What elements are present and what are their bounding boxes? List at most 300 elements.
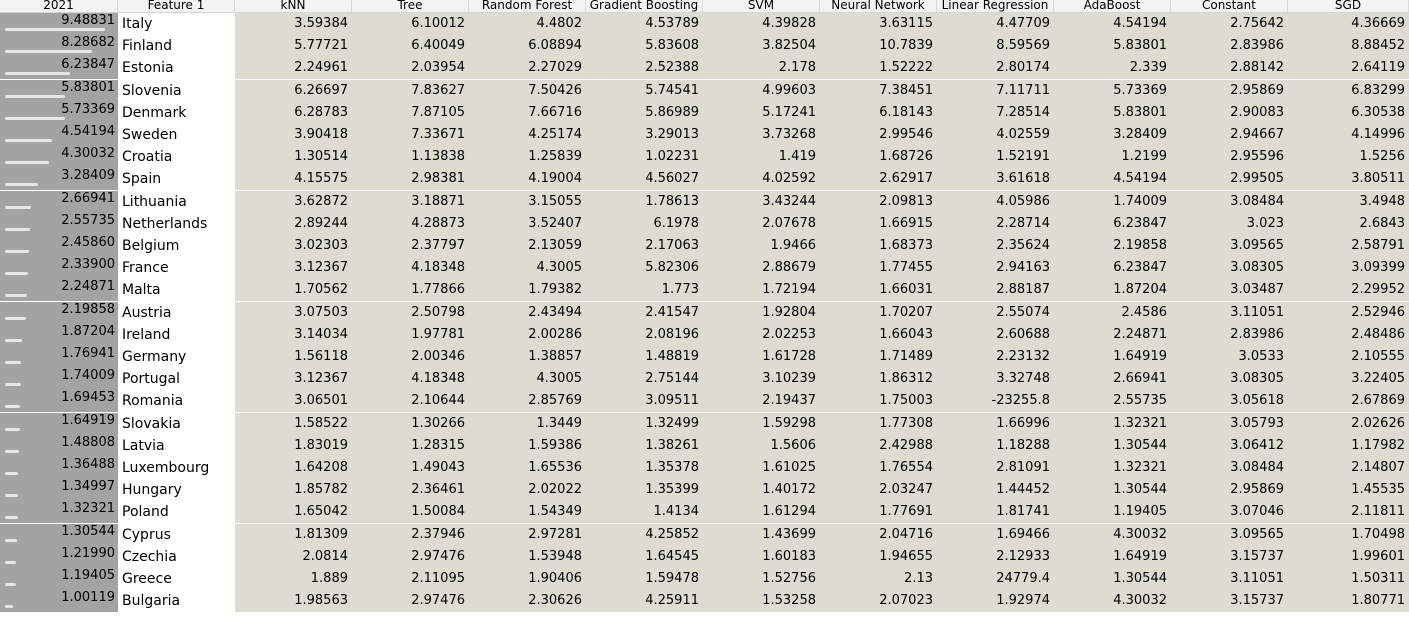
- cell-adaboost[interactable]: 6.23847: [1054, 257, 1171, 279]
- cell-svm[interactable]: 1.40172: [703, 479, 820, 501]
- table-row[interactable]: [0, 435, 1409, 457]
- cell-neural-network[interactable]: 2.62917: [820, 168, 937, 190]
- cell-neural-network[interactable]: 1.66031: [820, 279, 937, 301]
- cell-feature[interactable]: France: [118, 257, 235, 279]
- cell-constant[interactable]: 3.08305: [1171, 257, 1288, 279]
- table-row[interactable]: [0, 390, 1409, 412]
- cell-random-forest[interactable]: 4.3005: [469, 368, 586, 390]
- cell-tree[interactable]: 2.37946: [352, 524, 469, 546]
- cell-linear-regression[interactable]: 7.11711: [937, 80, 1054, 102]
- cell-gradient-boosting[interactable]: 4.56027: [586, 168, 703, 190]
- cell-svm[interactable]: 1.59298: [703, 413, 820, 435]
- cell-svm[interactable]: 1.61294: [703, 501, 820, 523]
- cell-linear-regression[interactable]: 2.28714: [937, 213, 1054, 235]
- cell-2021[interactable]: [0, 102, 118, 124]
- cell-tree[interactable]: 6.10012: [352, 13, 469, 35]
- table-row[interactable]: [0, 235, 1409, 257]
- cell-tree[interactable]: 2.36461: [352, 479, 469, 501]
- cell-random-forest[interactable]: 7.66716: [469, 102, 586, 124]
- cell-gradient-boosting[interactable]: 1.64545: [586, 546, 703, 568]
- cell-sgd[interactable]: 1.70498: [1288, 524, 1409, 546]
- table-row[interactable]: [0, 168, 1409, 190]
- cell-random-forest[interactable]: 1.79382: [469, 279, 586, 301]
- cell-tree[interactable]: 1.13838: [352, 146, 469, 168]
- column-header-constant[interactable]: Constant: [1171, 0, 1288, 12]
- cell-svm[interactable]: 2.02253: [703, 324, 820, 346]
- cell-neural-network[interactable]: 2.42988: [820, 435, 937, 457]
- cell-sgd[interactable]: 2.64119: [1288, 57, 1409, 79]
- cell-feature[interactable]: Cyprus: [118, 524, 235, 546]
- cell-neural-network[interactable]: 1.77691: [820, 501, 937, 523]
- cell-2021[interactable]: [0, 546, 118, 568]
- cell-adaboost[interactable]: 4.54194: [1054, 13, 1171, 35]
- cell-constant[interactable]: 3.15737: [1171, 590, 1288, 612]
- cell-tree[interactable]: 7.83627: [352, 80, 469, 102]
- cell-linear-regression[interactable]: 2.80174: [937, 57, 1054, 79]
- column-header-svm[interactable]: SVM: [703, 0, 820, 12]
- cell-knn[interactable]: 1.65042: [235, 501, 352, 523]
- cell-sgd[interactable]: 1.17982: [1288, 435, 1409, 457]
- cell-linear-regression[interactable]: 2.94163: [937, 257, 1054, 279]
- cell-gradient-boosting[interactable]: 2.17063: [586, 235, 703, 257]
- cell-linear-regression[interactable]: 4.02559: [937, 124, 1054, 146]
- cell-constant[interactable]: 3.08484: [1171, 457, 1288, 479]
- cell-knn[interactable]: 1.30514: [235, 146, 352, 168]
- cell-svm[interactable]: 1.43699: [703, 524, 820, 546]
- cell-tree[interactable]: 2.00346: [352, 346, 469, 368]
- cell-random-forest[interactable]: 2.02022: [469, 479, 586, 501]
- table-row[interactable]: [0, 568, 1409, 590]
- cell-gradient-boosting[interactable]: 5.83608: [586, 35, 703, 57]
- cell-neural-network[interactable]: 1.77308: [820, 413, 937, 435]
- cell-2021[interactable]: [0, 390, 118, 412]
- cell-adaboost[interactable]: 2.66941: [1054, 368, 1171, 390]
- cell-gradient-boosting[interactable]: 2.75144: [586, 368, 703, 390]
- cell-2021[interactable]: [0, 257, 118, 279]
- cell-adaboost[interactable]: 1.74009: [1054, 191, 1171, 213]
- cell-linear-regression[interactable]: 3.61618: [937, 168, 1054, 190]
- cell-constant[interactable]: 3.11051: [1171, 302, 1288, 324]
- cell-sgd[interactable]: 6.83299: [1288, 80, 1409, 102]
- cell-svm[interactable]: 1.9466: [703, 235, 820, 257]
- cell-sgd[interactable]: 2.02626: [1288, 413, 1409, 435]
- cell-neural-network[interactable]: 2.03247: [820, 479, 937, 501]
- cell-linear-regression[interactable]: 2.88187: [937, 279, 1054, 301]
- cell-sgd[interactable]: 2.48486: [1288, 324, 1409, 346]
- cell-random-forest[interactable]: 2.00286: [469, 324, 586, 346]
- cell-svm[interactable]: 3.10239: [703, 368, 820, 390]
- cell-feature[interactable]: Slovenia: [118, 80, 235, 102]
- cell-2021[interactable]: [0, 324, 118, 346]
- cell-constant[interactable]: 3.05618: [1171, 390, 1288, 412]
- cell-sgd[interactable]: 2.58791: [1288, 235, 1409, 257]
- cell-gradient-boosting[interactable]: 5.82306: [586, 257, 703, 279]
- cell-svm[interactable]: 4.99603: [703, 80, 820, 102]
- cell-2021[interactable]: [0, 590, 118, 612]
- cell-gradient-boosting[interactable]: 1.32499: [586, 413, 703, 435]
- cell-svm[interactable]: 2.07678: [703, 213, 820, 235]
- cell-svm[interactable]: 1.61728: [703, 346, 820, 368]
- cell-adaboost[interactable]: 1.19405: [1054, 501, 1171, 523]
- cell-adaboost[interactable]: 5.83801: [1054, 102, 1171, 124]
- cell-neural-network[interactable]: 1.68373: [820, 235, 937, 257]
- cell-2021[interactable]: [0, 457, 118, 479]
- cell-knn[interactable]: 2.89244: [235, 213, 352, 235]
- cell-gradient-boosting[interactable]: 1.35399: [586, 479, 703, 501]
- cell-knn[interactable]: 3.59384: [235, 13, 352, 35]
- cell-knn[interactable]: 3.14034: [235, 324, 352, 346]
- cell-feature[interactable]: Lithuania: [118, 191, 235, 213]
- table-row[interactable]: [0, 413, 1409, 435]
- cell-random-forest[interactable]: 4.19004: [469, 168, 586, 190]
- cell-constant[interactable]: 2.83986: [1171, 324, 1288, 346]
- cell-svm[interactable]: 3.43244: [703, 191, 820, 213]
- column-header-neural-network[interactable]: Neural Network: [820, 0, 937, 12]
- cell-neural-network[interactable]: 3.63115: [820, 13, 937, 35]
- cell-feature[interactable]: Sweden: [118, 124, 235, 146]
- cell-constant[interactable]: 2.95869: [1171, 479, 1288, 501]
- cell-adaboost[interactable]: 5.73369: [1054, 80, 1171, 102]
- cell-adaboost[interactable]: 3.28409: [1054, 124, 1171, 146]
- cell-linear-regression[interactable]: 2.12933: [937, 546, 1054, 568]
- cell-sgd[interactable]: 2.6843: [1288, 213, 1409, 235]
- cell-constant[interactable]: 3.07046: [1171, 501, 1288, 523]
- table-row[interactable]: [0, 524, 1409, 546]
- cell-feature[interactable]: Finland: [118, 35, 235, 57]
- cell-2021[interactable]: [0, 435, 118, 457]
- cell-gradient-boosting[interactable]: 4.25911: [586, 590, 703, 612]
- cell-linear-regression[interactable]: 1.69466: [937, 524, 1054, 546]
- cell-feature[interactable]: Austria: [118, 302, 235, 324]
- cell-tree[interactable]: 2.37797: [352, 235, 469, 257]
- cell-svm[interactable]: 2.19437: [703, 390, 820, 412]
- cell-neural-network[interactable]: 6.18143: [820, 102, 937, 124]
- cell-sgd[interactable]: 2.29952: [1288, 279, 1409, 301]
- cell-2021[interactable]: [0, 168, 118, 190]
- cell-svm[interactable]: 1.92804: [703, 302, 820, 324]
- cell-tree[interactable]: 2.10644: [352, 390, 469, 412]
- cell-feature[interactable]: Germany: [118, 346, 235, 368]
- cell-gradient-boosting[interactable]: 5.74541: [586, 80, 703, 102]
- cell-sgd[interactable]: 6.30538: [1288, 102, 1409, 124]
- cell-random-forest[interactable]: 2.13059: [469, 235, 586, 257]
- cell-sgd[interactable]: 3.80511: [1288, 168, 1409, 190]
- cell-sgd[interactable]: 2.52946: [1288, 302, 1409, 324]
- table-row[interactable]: [0, 546, 1409, 568]
- cell-feature[interactable]: Portugal: [118, 368, 235, 390]
- cell-constant[interactable]: 3.08484: [1171, 191, 1288, 213]
- cell-neural-network[interactable]: 1.66915: [820, 213, 937, 235]
- cell-constant[interactable]: 2.95869: [1171, 80, 1288, 102]
- column-header-feature-1[interactable]: Feature 1: [118, 0, 235, 12]
- table-row[interactable]: [0, 346, 1409, 368]
- cell-neural-network[interactable]: 2.99546: [820, 124, 937, 146]
- cell-neural-network[interactable]: 1.86312: [820, 368, 937, 390]
- cell-tree[interactable]: 2.98381: [352, 168, 469, 190]
- cell-constant[interactable]: 3.05793: [1171, 413, 1288, 435]
- cell-tree[interactable]: 7.87105: [352, 102, 469, 124]
- cell-knn[interactable]: 2.24961: [235, 57, 352, 79]
- table-row[interactable]: [0, 80, 1409, 102]
- cell-knn[interactable]: 3.90418: [235, 124, 352, 146]
- cell-feature[interactable]: Slovakia: [118, 413, 235, 435]
- cell-gradient-boosting[interactable]: 1.35378: [586, 457, 703, 479]
- cell-constant[interactable]: 3.09565: [1171, 235, 1288, 257]
- cell-adaboost[interactable]: 4.30032: [1054, 590, 1171, 612]
- cell-feature[interactable]: Italy: [118, 13, 235, 35]
- cell-gradient-boosting[interactable]: 3.09511: [586, 390, 703, 412]
- cell-gradient-boosting[interactable]: 1.02231: [586, 146, 703, 168]
- cell-adaboost[interactable]: 6.23847: [1054, 213, 1171, 235]
- cell-adaboost[interactable]: 2.4586: [1054, 302, 1171, 324]
- cell-sgd[interactable]: 3.22405: [1288, 368, 1409, 390]
- cell-gradient-boosting[interactable]: 5.86989: [586, 102, 703, 124]
- cell-2021[interactable]: [0, 80, 118, 102]
- cell-gradient-boosting[interactable]: 1.773: [586, 279, 703, 301]
- cell-constant[interactable]: 2.95596: [1171, 146, 1288, 168]
- table-row[interactable]: [0, 501, 1409, 523]
- cell-knn[interactable]: 5.77721: [235, 35, 352, 57]
- column-header-linear-regression[interactable]: Linear Regression: [937, 0, 1054, 12]
- cell-svm[interactable]: 3.73268: [703, 124, 820, 146]
- cell-constant[interactable]: 3.023: [1171, 213, 1288, 235]
- cell-adaboost[interactable]: 4.54194: [1054, 168, 1171, 190]
- cell-neural-network[interactable]: 1.77455: [820, 257, 937, 279]
- cell-tree[interactable]: 1.50084: [352, 501, 469, 523]
- table-row[interactable]: [0, 35, 1409, 57]
- table-row[interactable]: [0, 191, 1409, 213]
- cell-constant[interactable]: 3.15737: [1171, 546, 1288, 568]
- cell-tree[interactable]: 2.03954: [352, 57, 469, 79]
- cell-tree[interactable]: 2.11095: [352, 568, 469, 590]
- cell-random-forest[interactable]: 2.97281: [469, 524, 586, 546]
- cell-svm[interactable]: 2.88679: [703, 257, 820, 279]
- cell-neural-network[interactable]: 10.7839: [820, 35, 937, 57]
- cell-linear-regression[interactable]: 2.60688: [937, 324, 1054, 346]
- cell-gradient-boosting[interactable]: 1.59478: [586, 568, 703, 590]
- cell-2021[interactable]: [0, 501, 118, 523]
- cell-neural-network[interactable]: 2.07023: [820, 590, 937, 612]
- cell-gradient-boosting[interactable]: 2.52388: [586, 57, 703, 79]
- cell-sgd[interactable]: 8.88452: [1288, 35, 1409, 57]
- cell-linear-regression[interactable]: 3.32748: [937, 368, 1054, 390]
- cell-knn[interactable]: 1.889: [235, 568, 352, 590]
- cell-tree[interactable]: 1.30266: [352, 413, 469, 435]
- cell-knn[interactable]: 6.28783: [235, 102, 352, 124]
- cell-constant[interactable]: 3.06412: [1171, 435, 1288, 457]
- cell-random-forest[interactable]: 4.4802: [469, 13, 586, 35]
- table-row[interactable]: [0, 302, 1409, 324]
- cell-feature[interactable]: Denmark: [118, 102, 235, 124]
- cell-knn[interactable]: 1.56118: [235, 346, 352, 368]
- cell-random-forest[interactable]: 1.25839: [469, 146, 586, 168]
- cell-2021[interactable]: [0, 213, 118, 235]
- cell-knn[interactable]: 1.70562: [235, 279, 352, 301]
- cell-adaboost[interactable]: 1.30544: [1054, 435, 1171, 457]
- cell-neural-network[interactable]: 1.75003: [820, 390, 937, 412]
- table-row[interactable]: [0, 479, 1409, 501]
- cell-svm[interactable]: 1.52756: [703, 568, 820, 590]
- cell-neural-network[interactable]: 2.04716: [820, 524, 937, 546]
- table-row[interactable]: [0, 457, 1409, 479]
- cell-svm[interactable]: 3.82504: [703, 35, 820, 57]
- cell-neural-network[interactable]: 1.68726: [820, 146, 937, 168]
- cell-knn[interactable]: 1.58522: [235, 413, 352, 435]
- cell-gradient-boosting[interactable]: 3.29013: [586, 124, 703, 146]
- table-row[interactable]: [0, 213, 1409, 235]
- cell-knn[interactable]: 3.07503: [235, 302, 352, 324]
- cell-random-forest[interactable]: 6.08894: [469, 35, 586, 57]
- cell-linear-regression[interactable]: 4.05986: [937, 191, 1054, 213]
- cell-knn[interactable]: 3.12367: [235, 368, 352, 390]
- cell-tree[interactable]: 1.28315: [352, 435, 469, 457]
- cell-knn[interactable]: 6.26697: [235, 80, 352, 102]
- cell-neural-network[interactable]: 2.09813: [820, 191, 937, 213]
- cell-adaboost[interactable]: 1.64919: [1054, 346, 1171, 368]
- cell-2021[interactable]: [0, 35, 118, 57]
- cell-2021[interactable]: [0, 524, 118, 546]
- cell-feature[interactable]: Ireland: [118, 324, 235, 346]
- table-row[interactable]: [0, 102, 1409, 124]
- cell-adaboost[interactable]: 1.30544: [1054, 568, 1171, 590]
- cell-constant[interactable]: 2.99505: [1171, 168, 1288, 190]
- cell-knn[interactable]: 1.85782: [235, 479, 352, 501]
- cell-gradient-boosting[interactable]: 1.4134: [586, 501, 703, 523]
- cell-constant[interactable]: 3.09565: [1171, 524, 1288, 546]
- cell-linear-regression[interactable]: 7.28514: [937, 102, 1054, 124]
- cell-gradient-boosting[interactable]: 4.25852: [586, 524, 703, 546]
- cell-random-forest[interactable]: 1.59386: [469, 435, 586, 457]
- column-header-adaboost[interactable]: AdaBoost: [1054, 0, 1171, 12]
- cell-adaboost[interactable]: 2.55735: [1054, 390, 1171, 412]
- cell-adaboost[interactable]: 4.30032: [1054, 524, 1171, 546]
- cell-constant[interactable]: 3.03487: [1171, 279, 1288, 301]
- cell-random-forest[interactable]: 1.38857: [469, 346, 586, 368]
- cell-feature[interactable]: Croatia: [118, 146, 235, 168]
- cell-constant[interactable]: 3.08305: [1171, 368, 1288, 390]
- cell-random-forest[interactable]: 1.3449: [469, 413, 586, 435]
- cell-neural-network[interactable]: 2.13: [820, 568, 937, 590]
- cell-linear-regression[interactable]: 1.18288: [937, 435, 1054, 457]
- cell-neural-network[interactable]: 1.66043: [820, 324, 937, 346]
- cell-sgd[interactable]: 3.4948: [1288, 191, 1409, 213]
- cell-constant[interactable]: 2.75642: [1171, 13, 1288, 35]
- cell-linear-regression[interactable]: 2.81091: [937, 457, 1054, 479]
- cell-tree[interactable]: 4.18348: [352, 257, 469, 279]
- cell-neural-network[interactable]: 1.52222: [820, 57, 937, 79]
- cell-knn[interactable]: 3.02303: [235, 235, 352, 257]
- cell-feature[interactable]: Greece: [118, 568, 235, 590]
- cell-feature[interactable]: Estonia: [118, 57, 235, 79]
- table-row[interactable]: [0, 13, 1409, 35]
- cell-knn[interactable]: 3.12367: [235, 257, 352, 279]
- cell-sgd[interactable]: 4.36669: [1288, 13, 1409, 35]
- cell-2021[interactable]: [0, 57, 118, 79]
- table-row[interactable]: [0, 324, 1409, 346]
- cell-feature[interactable]: Latvia: [118, 435, 235, 457]
- cell-sgd[interactable]: 2.11811: [1288, 501, 1409, 523]
- cell-constant[interactable]: 2.88142: [1171, 57, 1288, 79]
- cell-sgd[interactable]: 2.10555: [1288, 346, 1409, 368]
- column-header-tree[interactable]: Tree: [352, 0, 469, 12]
- cell-gradient-boosting[interactable]: 1.38261: [586, 435, 703, 457]
- cell-adaboost[interactable]: 1.30544: [1054, 479, 1171, 501]
- cell-adaboost[interactable]: 5.83801: [1054, 35, 1171, 57]
- cell-sgd[interactable]: 4.14996: [1288, 124, 1409, 146]
- cell-random-forest[interactable]: 1.65536: [469, 457, 586, 479]
- cell-gradient-boosting[interactable]: 1.48819: [586, 346, 703, 368]
- cell-adaboost[interactable]: 1.64919: [1054, 546, 1171, 568]
- cell-knn[interactable]: 1.81309: [235, 524, 352, 546]
- cell-sgd[interactable]: 1.99601: [1288, 546, 1409, 568]
- cell-tree[interactable]: 2.50798: [352, 302, 469, 324]
- cell-adaboost[interactable]: 1.87204: [1054, 279, 1171, 301]
- cell-random-forest[interactable]: 2.43494: [469, 302, 586, 324]
- cell-neural-network[interactable]: 1.94655: [820, 546, 937, 568]
- column-header-gradient-boosting[interactable]: Gradient Boosting: [586, 0, 703, 12]
- cell-linear-regression[interactable]: -23255.8: [937, 390, 1054, 412]
- table-row[interactable]: [0, 279, 1409, 301]
- cell-tree[interactable]: 4.28873: [352, 213, 469, 235]
- cell-linear-regression[interactable]: 1.92974: [937, 590, 1054, 612]
- cell-linear-regression[interactable]: 24779.4: [937, 568, 1054, 590]
- table-row[interactable]: [0, 590, 1409, 612]
- cell-svm[interactable]: 1.419: [703, 146, 820, 168]
- cell-linear-regression[interactable]: 1.81741: [937, 501, 1054, 523]
- cell-constant[interactable]: 3.0533: [1171, 346, 1288, 368]
- cell-random-forest[interactable]: 2.27029: [469, 57, 586, 79]
- cell-sgd[interactable]: 3.09399: [1288, 257, 1409, 279]
- cell-linear-regression[interactable]: 1.44452: [937, 479, 1054, 501]
- cell-2021[interactable]: [0, 235, 118, 257]
- cell-adaboost[interactable]: 2.19858: [1054, 235, 1171, 257]
- cell-random-forest[interactable]: 2.85769: [469, 390, 586, 412]
- cell-tree[interactable]: 2.97476: [352, 590, 469, 612]
- cell-svm[interactable]: 1.53258: [703, 590, 820, 612]
- cell-adaboost[interactable]: 1.32321: [1054, 457, 1171, 479]
- cell-neural-network[interactable]: 1.70207: [820, 302, 937, 324]
- cell-feature[interactable]: Czechia: [118, 546, 235, 568]
- cell-svm[interactable]: 5.17241: [703, 102, 820, 124]
- cell-gradient-boosting[interactable]: 2.08196: [586, 324, 703, 346]
- cell-linear-regression[interactable]: 2.23132: [937, 346, 1054, 368]
- cell-tree[interactable]: 3.18871: [352, 191, 469, 213]
- cell-sgd[interactable]: 1.50311: [1288, 568, 1409, 590]
- cell-gradient-boosting[interactable]: 4.53789: [586, 13, 703, 35]
- cell-feature[interactable]: Hungary: [118, 479, 235, 501]
- cell-knn[interactable]: 1.64208: [235, 457, 352, 479]
- cell-random-forest[interactable]: 3.15055: [469, 191, 586, 213]
- cell-linear-regression[interactable]: 2.35624: [937, 235, 1054, 257]
- cell-constant[interactable]: 2.94667: [1171, 124, 1288, 146]
- cell-2021[interactable]: [0, 13, 118, 35]
- table-row[interactable]: [0, 124, 1409, 146]
- cell-2021[interactable]: [0, 124, 118, 146]
- cell-tree[interactable]: 1.49043: [352, 457, 469, 479]
- cell-adaboost[interactable]: 1.32321: [1054, 413, 1171, 435]
- column-header-sgd[interactable]: SGD: [1288, 0, 1409, 12]
- cell-linear-regression[interactable]: 8.59569: [937, 35, 1054, 57]
- cell-random-forest[interactable]: 7.50426: [469, 80, 586, 102]
- table-row[interactable]: [0, 257, 1409, 279]
- cell-svm[interactable]: 2.178: [703, 57, 820, 79]
- cell-tree[interactable]: 1.97781: [352, 324, 469, 346]
- cell-tree[interactable]: 2.97476: [352, 546, 469, 568]
- cell-adaboost[interactable]: 2.24871: [1054, 324, 1171, 346]
- cell-linear-regression[interactable]: 4.47709: [937, 13, 1054, 35]
- cell-2021[interactable]: [0, 368, 118, 390]
- cell-tree[interactable]: 7.33671: [352, 124, 469, 146]
